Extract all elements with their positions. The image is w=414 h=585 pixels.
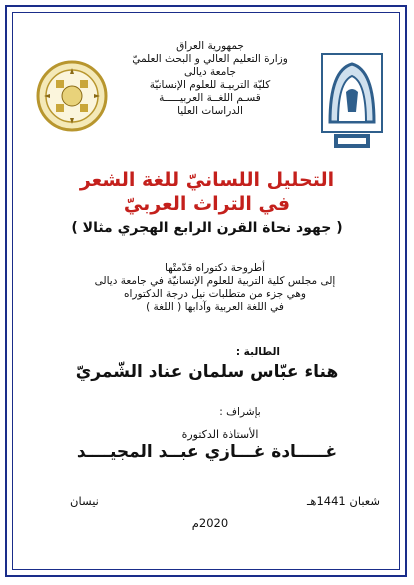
date-year: 2020م — [191, 516, 229, 530]
desc-line-4: في اللغة العربية وآدابها ( اللغة ) — [146, 301, 284, 313]
desc-line-3: وهي جزء من متطلبات نيل درجة الدكتوراه — [124, 288, 306, 300]
title-line-2: في التراث العربيّ — [123, 193, 291, 215]
thesis-description — [50, 262, 380, 314]
header-ministry: وزارة التعليم العالي و البحث العلميّ — [132, 53, 288, 65]
header-university: جامعة ديالى — [183, 66, 237, 78]
title-subtitle: ( جهود نحاة القرن الرابع الهجري مثالا ) — [71, 220, 343, 236]
title-line-1: التحليل اللسانيّ للغة الشعر — [79, 169, 335, 191]
university-seal-icon — [36, 60, 108, 132]
supervisor-name: غـــــادة غـــازي عبــد المجيــــد — [76, 442, 338, 462]
supervisor-label: بإشراف : — [219, 406, 261, 418]
student-name: هناء عبّاس سلمان عناد الشّمريّ — [75, 362, 339, 382]
date-month: نيسان — [70, 494, 99, 508]
header-country: جمهورية العراق — [176, 40, 244, 52]
university-logo-icon — [320, 52, 384, 152]
header-department: قسـم اللغــة العربيـــــة — [159, 92, 261, 104]
student-label: الطالبة : — [235, 346, 280, 358]
desc-line-2: إلى مجلس كلية التربية للعلوم الإنسانيّة في جامعة ديالى — [94, 275, 336, 287]
supervisor-title: الأستاذة الدكتورة — [181, 428, 259, 441]
desc-line-1: أطروحة دكتوراه قدّمتْها — [164, 262, 266, 274]
institution-header — [120, 40, 300, 118]
header-studies: الدراسات العليا — [177, 105, 243, 117]
date-hijri: شعبان 1441هـ — [307, 494, 380, 508]
header-college: كليّة التربيـة للعلوم الإنسانيّة — [149, 79, 271, 91]
thesis-title — [20, 168, 394, 238]
